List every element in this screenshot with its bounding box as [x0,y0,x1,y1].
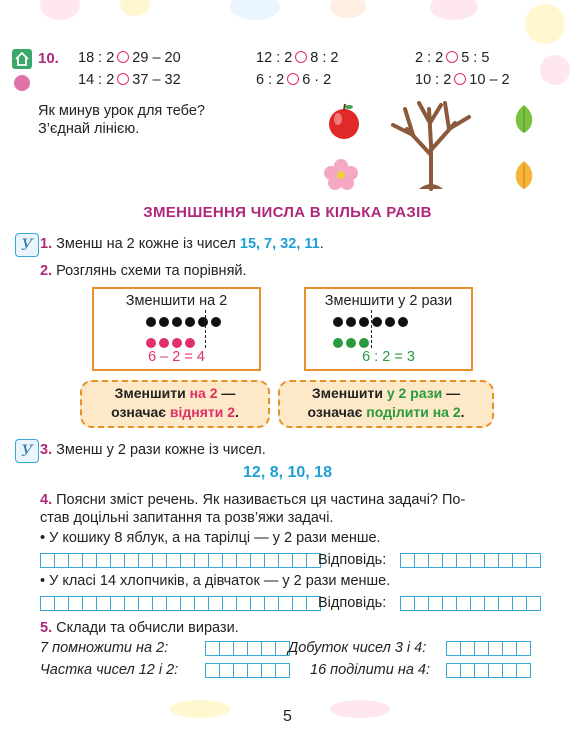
expression-b-label: Добуток чисел 3 і 4: [288,640,427,656]
reflection-instruction: З’єднай лінією. [38,121,140,137]
home-icon [12,49,32,69]
decor-bubble [230,0,280,20]
expression-c-label: Частка чисел 12 і 2: [40,662,179,678]
task-apples: • У кошику 8 яблук, а на тарілці — у 2 рази менше. [40,530,381,546]
ex10-col3-row1: 2 : 2 5 : 5 [415,50,490,66]
exercise-3-numbers: 12, 8, 10, 18 [243,464,332,481]
ex10-col2-row2: 6 : 2 6 · 2 [256,72,332,88]
task-boys: • У класі 14 хлопчиків, а дівчаток — у 2 рази менше. [40,573,391,589]
answer-grid[interactable] [40,553,320,568]
expression-c-grid[interactable] [205,663,289,678]
decor-bubble [430,0,478,20]
expression-d-label: 16 поділити на 4: [310,662,431,678]
scheme-divide-equation: 6 : 2 = 3 [362,349,415,365]
scheme-divide-title: Зменшити у 2 рази [324,293,453,309]
flower-icon [323,158,359,195]
answer-grid[interactable] [400,596,540,611]
decor-bubble [525,4,565,44]
exercise-4-line1: 4. Поясни зміст речень. Як називається ця частина задачі? По- [40,492,466,508]
apple-icon [327,102,361,145]
green-leaf-icon [512,104,536,139]
decor-bubble [40,0,80,20]
dashed-separator [371,310,372,348]
orange-leaf-icon [512,160,536,195]
scheme-divide [304,287,473,371]
scheme-subtract-equation: 6 – 2 = 4 [148,349,205,365]
exercise-1: 1. Зменш на 2 кожне із чисел 15, 7, 32, 11. [40,236,324,252]
ex10-col3-row2: 10 : 2 10 – 2 [415,72,510,88]
answer-label: Відповідь: [318,552,387,568]
expression-d-grid[interactable] [446,663,530,678]
reflection-question: Як минув урок для тебе? [38,103,205,119]
expression-b-grid[interactable] [446,641,530,656]
expression-a-grid[interactable] [205,641,289,656]
rule-subtract: Зменшити на 2 — означає відняти 2. [80,380,270,428]
pair-work-icon [14,75,30,91]
ex10-col2-row1: 12 : 2 8 : 2 [256,50,339,66]
decor-bubble [540,55,570,85]
black-dots-row [144,314,222,332]
decor-bubble [120,0,150,16]
exercise-4-line2: став доцільні запитання та розв’яжи задачі. [40,510,334,526]
ex10-col1-row2: 14 : 2 37 – 32 [78,72,181,88]
exercise-3: 3. Зменш у 2 рази кожне із чисел. [40,442,266,458]
answer-label: Відповідь: [318,595,387,611]
exercise-5: 5. Склади та обчисли вирази. [40,620,239,636]
decor-bubble [330,0,366,18]
answer-grid[interactable] [400,553,540,568]
scheme-subtract [92,287,261,371]
written-task-icon: У [15,233,39,257]
scheme-subtract-title: Зменшити на 2 [125,293,228,309]
black-dots-row [331,314,409,332]
exercise-10-number: 10. [38,50,59,67]
tree-icon [383,95,479,196]
rule-divide: Зменшити у 2 рази — означає поділити на 2. [278,380,494,428]
section-title: ЗМЕНШЕННЯ ЧИСЛА В КІЛЬКА РАЗІВ [143,204,432,221]
answer-grid[interactable] [40,596,320,611]
page-number: 5 [283,708,292,725]
expression-a-label: 7 помножити на 2: [40,640,169,656]
written-task-icon: У [15,439,39,463]
exercise-2: 2. Розглянь схеми та порівняй. [40,263,247,279]
dashed-separator [205,310,206,348]
ex10-col1-row1: 18 : 2 29 – 20 [78,50,181,66]
